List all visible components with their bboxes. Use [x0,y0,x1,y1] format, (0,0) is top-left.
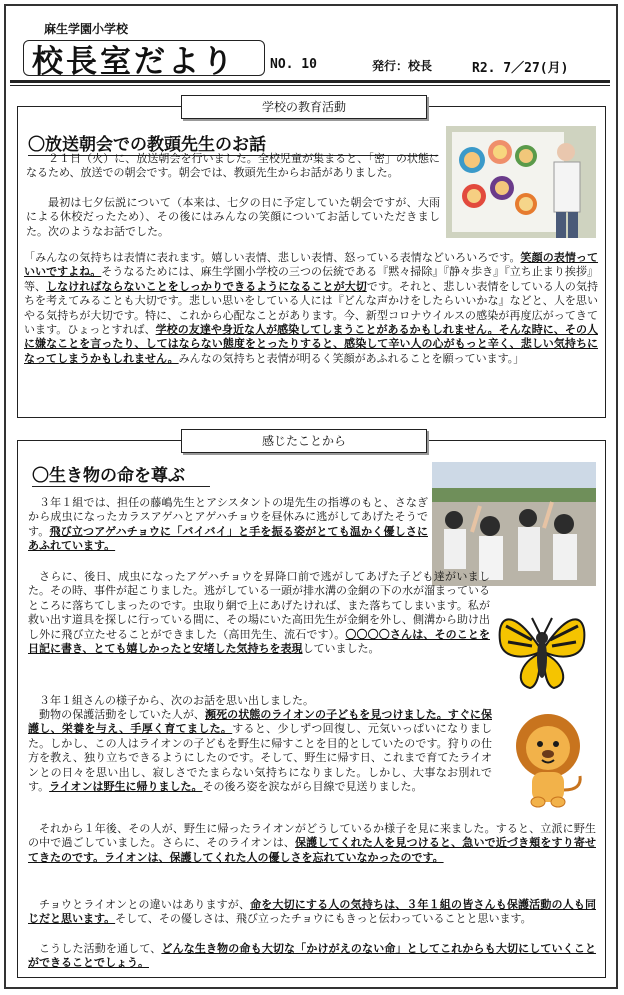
section-label-reflections: 感じたことから [181,429,427,453]
school-name: 麻生学園小学校 [44,22,129,36]
section2-lion-story: 動物の保護活動をしていた人が、瀕死の状態のライオンの子どもを見つけました。すぐに保護し、栄養を与え、手厚く育てました。すると、少しずつ回復し、元気いっぱいになりました。しかし、この人はライオンの子どもを野生に帰すことを目的としていたのです。狩りの仕方を教え、独り立ちできるようにしたのです。そして、野生に帰す日、これまで育てたライオンとの日々を思い出し、寂しさでたまらない気持ちになりました。しかし、大事なお別れです。ライオンは野生に帰りました。その後ろ姿を涙ながら目線で見送りました。 [28,708,492,794]
newsletter-title: 校長室だより [32,44,236,80]
butterfly-illustration [492,596,592,696]
vice-principal-photo [446,126,596,238]
header-rule [10,80,610,83]
section-label-activities: 学校の教育活動 [181,95,427,119]
section1-paragraph-1: ２１日（火）に、放送朝会を行いました。全校児童が集まると、「密」の状態になるため、放送での朝会です。朝会では、教頭先生からお話がありました。 [26,152,440,180]
section1-heading: 〇放送朝会での教頭先生のお話 [28,130,438,156]
students-photo [432,462,596,586]
section2-paragraph-5: こうした活動を通して、どんな生き物の命も大切な「かけがえのない命」としてこれからも大切にしていくことができることでしょう。 [28,942,597,970]
section2-heading: 〇生き物の命を尊ぶ [32,461,210,487]
publish-date: R2. 7／27(月) [472,61,569,76]
section2-paragraph-3: ３年１組さんの様子から、次のお話を思い出しました。 [39,694,314,707]
section1-quote: 「みんなの気持ちは表情に表れます。嬉しい表情、悲しい表情、怒っている表情などいろいろです。笑顔の表情っていいですよね。そうなるためには、麻生学園小学校の三つの伝統である『黙々掃除』『静々歩き』『立ち止まり挨拶』等、しなければならないことをしっかりできるようになることが大切です。それと、悲しい表情をしている人の気持ちを考えてみることも大切です。悲しい思いをしている人には『どんな声かけをしたらいいかな』などと、人を思いやる気持ちが大切です。特に、これから心配なことがあります。今、新型コロナウイルスの感染が再度広がってきています。ひょっとすれば、学校の友達や身近な人が感染してしまうことがあるかもしれません。そんな時に、その人に嫌なことを言ったり、してはならない態度をとったりすると、感染して辛い人の心がもっと辛く、悲しい気持ちになってしまうかもしれません。みんなの気持ちと表情が明るく笑顔があふれることを願っています。」 [24,251,599,365]
section2-lion-story-2: それから１年後、その人が、野生に帰ったライオンがどうしているか様子を見に来ました。すると、立派に野生の中で過ごしていました。さらに、そのライオンは、保護してくれた人を見つけると、急いで近づき頬をすり寄せてきたのです。ライオンは、保護してくれた人の優しさを忘れていなかったのです。 [28,822,596,864]
section2-paragraph-4: チョウとライオンとの違いはありますが、命を大切にする人の気持ちは、３年１組の皆さんも保護活動の人も同じだと思います。そして、その優しさは、飛び立ったチョウにもきっと伝わっていることと思います。 [28,898,596,926]
header-rule-thin [10,85,610,86]
publisher: 発行：校長 [372,59,433,73]
issue-number: NO. 10 [270,57,317,72]
lion-illustration [502,710,594,810]
section2-paragraph-1: ３年１組では、担任の藤嶋先生とアシスタントの堤先生の指導のもと、さなぎから成虫になったカラスアゲハとアゲハチョウを昼休みに逃がしてあげたそうです。飛び立つアゲハチョウに「バイバイ」と手を振る姿がとても温かく優しさにあふれています。 [28,496,428,553]
section2-paragraph-2: さらに、後日、成虫になったアゲハチョウを昇降口前で逃がしてあげた子ども達がいました。その時、事件が起こりました。逃がしている一頭が排水溝の金網の下の水が溜まっているところに落ちてしまったのです。虫取り網で上にあげたければ、また落ちてしまいます。私が救い出す道具を探しに行っている間に、その場にいた高田先生が金網を外し、側溝から助け出し外に飛び立たせることができました（高田先生、流石です）。〇〇〇〇さんは、そのことを日記に書き、とても嬉しかったと安堵した気持ちを表現していました。 [28,570,490,656]
section1-paragraph-2: 最初は七夕伝説について（本来は、七夕の日に予定していた朝会ですが、大雨による休校だったため）、その後にはみんなの笑顔についてお話していただきました。次のようなお話でした。 [26,196,440,238]
